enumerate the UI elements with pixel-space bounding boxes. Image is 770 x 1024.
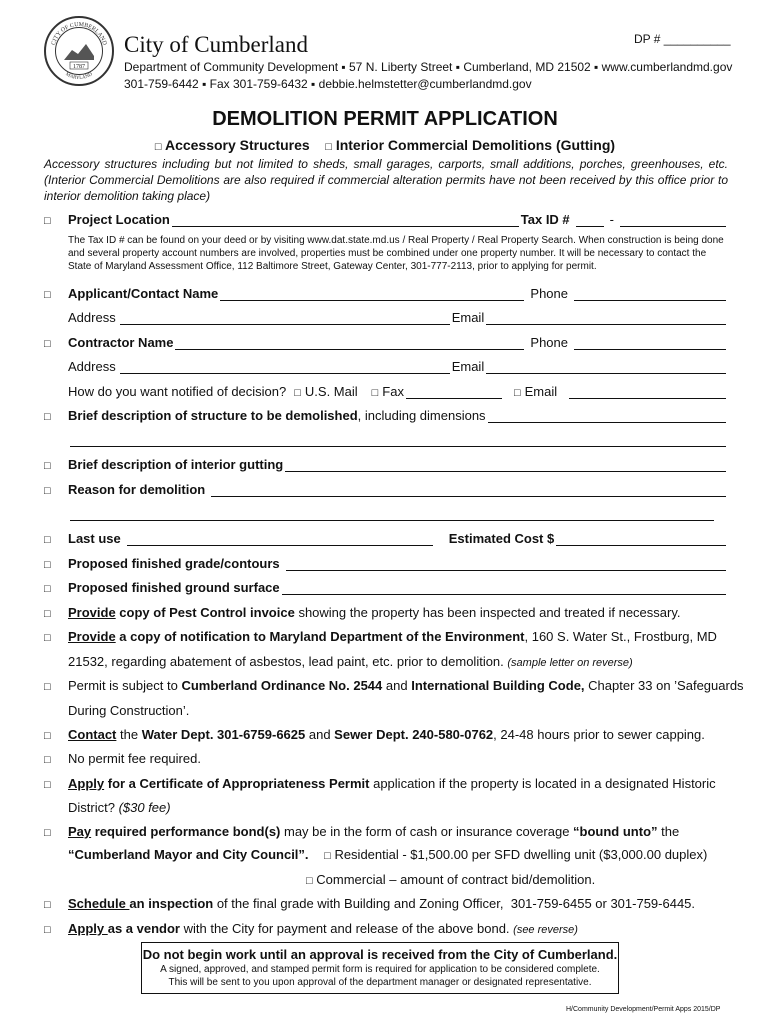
- accessory-label: Accessory Structures: [164, 137, 310, 153]
- project-location-row: [44, 212, 728, 227]
- ground-row: [44, 580, 728, 595]
- mde-bold: a copy of notification to Maryland Department of the Environment: [115, 629, 525, 644]
- gutting-row: [44, 457, 728, 472]
- water-dept: Water Dept. 301-6759-6625: [141, 727, 306, 742]
- tax-id-dash: -: [609, 212, 614, 227]
- notify-fax-checkbox[interactable]: □: [371, 387, 379, 399]
- applicant-phone-label: Phone: [530, 286, 568, 301]
- contact-a: the: [116, 727, 142, 742]
- reason-input[interactable]: [211, 483, 726, 497]
- notify-row: [68, 384, 728, 399]
- ordinance-d: Chapter 33 on ’Safeguards: [584, 678, 744, 693]
- vendor-bold: as a vendor: [107, 921, 180, 936]
- notify-email-label: Email: [524, 384, 558, 399]
- seal-text-top: CITY OF CUMBERLAND: [50, 21, 108, 46]
- applicant-email-input[interactable]: [486, 311, 726, 325]
- bond-bold: required performance bond(s): [91, 824, 281, 839]
- bond-bound-unto: “bound unto”: [573, 824, 658, 839]
- last-use-checkbox[interactable]: □: [44, 534, 51, 546]
- mde-line2-text: 21532, regarding abatement of asbestos, lead paint, etc. prior to demolition.: [68, 654, 508, 669]
- pest-rest: showing the property has been inspected and treated if necessary.: [294, 605, 681, 620]
- coa-verb: Apply: [68, 776, 105, 791]
- ordinance-number: Cumberland Ordinance No. 2544: [181, 678, 383, 693]
- vendor-note: (see reverse): [513, 924, 578, 936]
- tax-id-input-2[interactable]: [620, 213, 726, 227]
- pest-verb: Provide: [68, 605, 116, 620]
- mde-row: [44, 629, 728, 644]
- notify-email-input[interactable]: [569, 385, 726, 399]
- contractor-name-input[interactable]: [175, 336, 524, 350]
- bond-row: [44, 824, 728, 839]
- ground-label: Proposed finished ground surface: [68, 580, 280, 595]
- pest-row: [44, 605, 728, 620]
- last-use-row: [44, 531, 728, 546]
- contractor-phone-input[interactable]: [574, 336, 726, 350]
- vendor-verb: Apply: [68, 921, 108, 936]
- nofee-label: No permit fee required.: [68, 751, 201, 766]
- ordinance-c: and: [382, 678, 412, 693]
- structure-label-rest: , including dimensions: [357, 408, 486, 423]
- form-title: DEMOLITION PERMIT APPLICATION: [212, 108, 558, 130]
- inspection-bold: an inspection: [129, 896, 214, 911]
- ordinance-line-2: During Construction’.: [68, 703, 190, 718]
- coa-line-2: [68, 800, 171, 815]
- contractor-checkbox[interactable]: □: [44, 338, 51, 350]
- seal-year: 1787: [73, 64, 85, 70]
- coa-checkbox[interactable]: □: [44, 779, 51, 791]
- grade-label: Proposed finished grade/contours: [68, 556, 280, 571]
- pest-checkbox[interactable]: □: [44, 608, 51, 620]
- gutting-label: Brief description of interior gutting: [68, 457, 284, 472]
- ground-input[interactable]: [282, 581, 726, 595]
- grade-row: [44, 556, 728, 571]
- project-location-label: Project Location: [68, 212, 170, 227]
- ground-checkbox[interactable]: □: [44, 583, 51, 595]
- reason-row-2: [68, 507, 716, 521]
- inspection-verb: Schedule: [68, 896, 130, 911]
- notify-question: How do you want notified of decision?: [68, 384, 287, 399]
- interior-checkbox[interactable]: □: [325, 141, 332, 153]
- coa-row: [44, 776, 728, 791]
- applicant-address-input[interactable]: [120, 311, 450, 325]
- notice-line-2: A signed, approved, and stamped permit form is required for application to be considered complete.: [160, 964, 600, 975]
- tax-id-note: The Tax ID # can be found on your deed or by visiting www.dat.state.md.us / Real Property / Real Property Search. When construction is being done and several property account numbers are involved, properties must be combined under one property number. It will be necessary to contact the State of Maryland Assessment Office, 112 Baltimore Street, Gateway Center, 301-777-2113, prior to applying for permit.: [68, 235, 724, 272]
- notify-mail-checkbox[interactable]: □: [294, 387, 301, 399]
- notice-line-1: Do not begin work until an approval is received from the City of Cumberland.: [142, 947, 618, 962]
- grade-checkbox[interactable]: □: [44, 559, 51, 571]
- contact-verb: Contact: [68, 727, 117, 742]
- svg-text:MARYLAND: [64, 72, 93, 81]
- bond-mayor: “Cumberland Mayor and City Council”.: [68, 847, 309, 862]
- svg-text:CITY OF CUMBERLAND: [51, 22, 108, 47]
- contractor-phone-label: Phone: [530, 335, 568, 350]
- contractor-email-label: Email: [451, 359, 485, 374]
- notify-email-checkbox[interactable]: □: [513, 387, 521, 399]
- approval-notice: [141, 942, 619, 994]
- coa-rest: application if the property is located in a designated Historic: [369, 776, 716, 791]
- mde-verb: Provide: [68, 629, 116, 644]
- structure-input[interactable]: [488, 409, 726, 423]
- contractor-email-input[interactable]: [486, 360, 726, 374]
- applicant-address-label: Address: [68, 310, 116, 325]
- structure-label: Brief description of structure to be demolished: [68, 408, 358, 423]
- ordinance-code: International Building Code,: [411, 678, 585, 693]
- vendor-checkbox[interactable]: □: [44, 924, 51, 936]
- mde-rest: , 160 S. Water St., Frostburg, MD: [524, 629, 717, 644]
- ordinance-checkbox[interactable]: □: [44, 681, 51, 693]
- bond-line-2: [68, 847, 707, 862]
- grade-input[interactable]: [286, 557, 726, 571]
- mde-checkbox[interactable]: □: [44, 632, 51, 644]
- reason-input-2[interactable]: [70, 507, 714, 521]
- inspection-row: [44, 896, 728, 911]
- city-seal: [44, 16, 114, 86]
- contractor-label: Contractor Name: [68, 335, 174, 350]
- last-use-label: Last use: [68, 531, 121, 546]
- contact-c: and: [305, 727, 335, 742]
- nofee-checkbox[interactable]: □: [44, 754, 51, 766]
- structure-checkbox[interactable]: □: [44, 411, 51, 423]
- estimated-cost-input[interactable]: [556, 532, 726, 546]
- bond-checkbox[interactable]: □: [44, 827, 51, 839]
- contractor-address-label: Address: [68, 359, 116, 374]
- bond-residential-checkbox[interactable]: □: [324, 850, 331, 862]
- gutting-input[interactable]: [285, 458, 726, 472]
- bond-commercial-checkbox[interactable]: □: [306, 875, 313, 887]
- pest-bold: copy of Pest Control invoice: [115, 605, 295, 620]
- applicant-checkbox[interactable]: □: [44, 289, 51, 301]
- nofee-row: [44, 751, 728, 766]
- bond-line-3: [306, 872, 595, 887]
- contact-row: [44, 727, 728, 742]
- tax-id-label: Tax ID #: [520, 212, 570, 227]
- applicant-phone-input[interactable]: [574, 287, 726, 301]
- bond-a: may be in the form of cash or insurance coverage: [280, 824, 574, 839]
- notice-line-3: This will be sent to you upon approval of the department manager or designated representative.: [168, 977, 592, 988]
- footer-path: H/Community Development/Permit Apps 2015/DP: [566, 1006, 721, 1013]
- coa-fee: ($30 fee): [118, 800, 171, 815]
- city-name: City of Cumberland: [124, 32, 308, 57]
- applicant-label: Applicant/Contact Name: [68, 286, 219, 301]
- notify-fax-input[interactable]: [406, 385, 502, 399]
- inspection-rest: of the final grade with Building and Zoning Officer, 301-759-6455 or 301-759-6445.: [213, 896, 696, 911]
- vendor-rest: with the City for payment and release of the above bond.: [180, 921, 514, 936]
- project-location-input[interactable]: [172, 213, 519, 227]
- applicant-address-row: [68, 310, 728, 325]
- notify-mail-label: U.S. Mail: [304, 384, 358, 399]
- structure-input-2[interactable]: [70, 433, 726, 447]
- structure-row-2: [68, 433, 728, 447]
- mde-line-2: [68, 654, 633, 669]
- ordinance-a: Permit is subject to: [68, 678, 182, 693]
- dp-number-field[interactable]: DP # __________: [634, 32, 731, 46]
- bond-residential-label: Residential - $1,500.00 per SFD dwelling unit ($3,000.00 duplex): [334, 847, 708, 862]
- bond-verb: Pay: [68, 824, 92, 839]
- seal-text-bottom: MARYLAND: [64, 72, 94, 82]
- reason-checkbox[interactable]: □: [44, 485, 51, 497]
- ordinance-row: [44, 678, 744, 693]
- reason-label: Reason for demolition: [68, 482, 206, 497]
- coa-bold: for a Certificate of Appropriateness Permit: [104, 776, 370, 791]
- bond-c: the: [657, 824, 680, 839]
- interior-label: Interior Commercial Demolitions (Gutting): [335, 137, 616, 153]
- contractor-address-input[interactable]: [120, 360, 450, 374]
- applicant-email-label: Email: [451, 310, 485, 325]
- estimated-cost-label: Estimated Cost $: [448, 531, 555, 546]
- contact-d: , 24-48 hours prior to sewer capping.: [493, 727, 705, 742]
- contractor-row: [44, 335, 728, 350]
- department-address: Department of Community Development ▪ 57 N. Liberty Street ▪ Cumberland, MD 21502 ▪ www.cumberlandmd.gov: [124, 60, 733, 74]
- tax-id-input-1[interactable]: [576, 213, 604, 227]
- sewer-dept: Sewer Dept. 240-580-0762: [334, 727, 494, 742]
- description-text: Accessory structures including but not limited to sheds, small garages, carports, small additions, porches, greenhouses, etc. (Interior Commercial Demolitions are also required if commercial alteration permits have not been received by this office prior to interior demolition taking place): [44, 157, 728, 203]
- last-use-input[interactable]: [127, 532, 433, 546]
- coa-line2-text: District?: [68, 800, 119, 815]
- contact-checkbox[interactable]: □: [44, 730, 51, 742]
- accessory-checkbox[interactable]: □: [154, 141, 162, 153]
- gutting-checkbox[interactable]: □: [44, 460, 51, 472]
- structure-row: [44, 408, 728, 423]
- department-contact: 301-759-6442 ▪ Fax 301-759-6432 ▪ debbie.helmstetter@cumberlandmd.gov: [124, 77, 532, 91]
- bond-commercial-label: Commercial – amount of contract bid/demolition.: [316, 872, 596, 887]
- mde-line2-note: (sample letter on reverse): [507, 657, 633, 669]
- inspection-checkbox[interactable]: □: [44, 899, 51, 911]
- vendor-row: [44, 921, 728, 936]
- permit-types: [0, 137, 770, 153]
- applicant-name-input[interactable]: [220, 287, 524, 301]
- notify-fax-label: Fax: [382, 384, 404, 399]
- project-checkbox[interactable]: □: [44, 215, 51, 227]
- contractor-address-row: [68, 359, 728, 374]
- applicant-row: [44, 286, 728, 301]
- reason-row: [44, 482, 728, 497]
